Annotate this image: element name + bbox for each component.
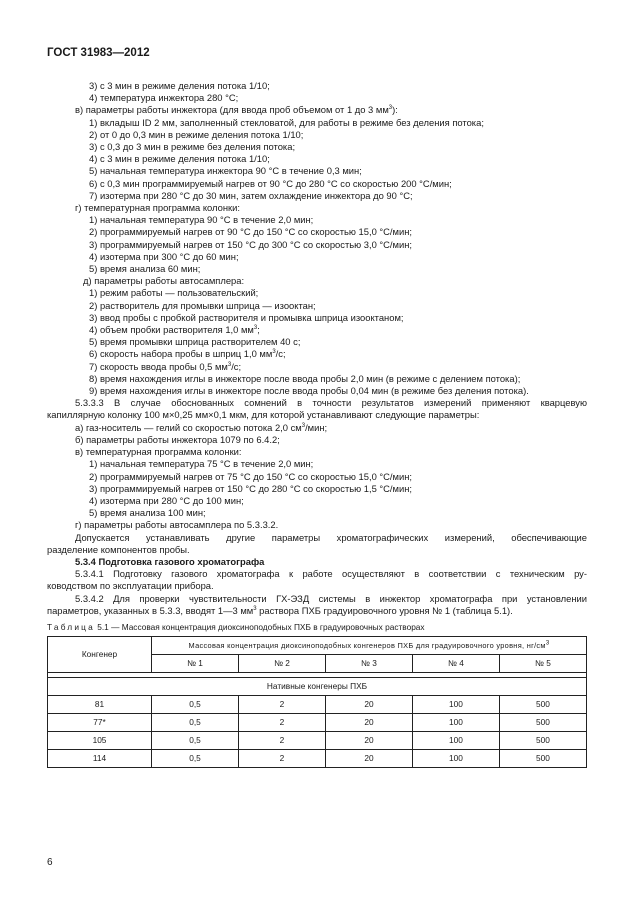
table-rows: [48, 695, 587, 767]
text-line: 2) программируемый нагрев от 75 °С до 150 °С со скоростью 15,0 °С/мин;: [89, 470, 412, 482]
text-line: Допускается устанавливать другие параметры хроматографических измерений, обеспечивающие: [75, 531, 587, 543]
text-line: в) температурная программа колонки:: [75, 446, 242, 458]
text-line: 4) температура инжектора 280 °С;: [89, 92, 239, 104]
text-line: 2) от 0 до 0,3 мин в режиме деления потока 1/10;: [89, 128, 304, 140]
text-line: д) параметры работы автосамплера:: [83, 275, 245, 287]
header-level-1: № 1: [152, 654, 239, 672]
text-line: 5.3.4.1 Подготовку газового хроматографа к работе осуществляют в соответствии с техническим ру-: [75, 568, 587, 580]
cell-congener: 81: [48, 695, 152, 713]
header-level-4: № 4: [412, 654, 499, 672]
text-line: 9) время нахождения иглы в инжекторе после ввода пробы 0,04 мин (в режиме без деления потока).: [89, 385, 529, 397]
text-line: 4) объем пробки растворителя 1,0 $мм^3$;: [89, 324, 260, 336]
cell-value: 2: [238, 731, 325, 749]
cell-value: 20: [325, 695, 412, 713]
text-line: 1) начальная температура 90 °С в течение 2,0 мин;: [89, 214, 314, 226]
text-line: 5) время анализа 60 мин;: [89, 263, 201, 275]
table-row: [48, 731, 587, 749]
cell-value: 100: [412, 695, 499, 713]
text-line: 1) режим работы — пользовательский;: [89, 287, 259, 299]
text-line: а) газ-носитель — гелий со скоростью потока 2,0 $см^3$/мин;: [75, 421, 328, 433]
cell-value: 20: [325, 731, 412, 749]
cell-congener: 77*: [48, 713, 152, 731]
calibration-table: [47, 636, 587, 768]
table-row: [48, 749, 587, 767]
header-level-2: № 2: [238, 654, 325, 672]
cell-value: 2: [238, 749, 325, 767]
text-line: 5.3.3.3 В случае обоснованных сомнений в точности результатов измерений применяют кварцевую: [75, 397, 587, 409]
cell-value: 0,5: [152, 713, 239, 731]
text-line: разделение компонентов пробы.: [47, 543, 190, 555]
text-line: 7) изотерма при 280 °С до 30 мин, затем охлаждение инжектора до 90 °С;: [89, 189, 413, 201]
table-row: [48, 713, 587, 731]
cell-congener: 114: [48, 749, 152, 767]
header-concentration: Массовая концентрация диоксиноподобных конгенеров ПХБ для градуировочного уровня, $нг/см^3$: [152, 636, 587, 654]
text-line: 5) начальная температура инжектора 90 °С в течение 0,3 мин;: [89, 165, 362, 177]
table-row: [48, 695, 587, 713]
section-native: Нативные конгенеры ПХБ: [48, 677, 587, 695]
text-line: г) параметры работы автосамплера по 5.3.3.2.: [75, 519, 279, 531]
document-body: [47, 80, 587, 768]
text-line: 3) программируемый нагрев от 150 °С до 280 °С со скоростью 1,5 °С/мин;: [89, 482, 412, 494]
cell-value: 100: [412, 749, 499, 767]
text-line: ководством по эксплуатации прибора.: [47, 580, 214, 592]
text-line: 5) время анализа 100 мин;: [89, 507, 206, 519]
cell-value: 500: [499, 695, 586, 713]
cell-value: 2: [238, 713, 325, 731]
text-line: 8) время нахождения иглы в инжекторе после ввода пробы 2,0 мин (в режиме с делением потока);: [89, 372, 521, 384]
text-line: 3) с 3 мин в режиме деления потока 1/10;: [89, 80, 270, 91]
text-line: 3) программируемый нагрев от 150 °С до 300 °С со скоростью 3,0 °С/мин;: [89, 238, 412, 250]
text-line: 3) с 0,3 до 3 мин в режиме без деления потока;: [89, 141, 296, 153]
cell-value: 500: [499, 713, 586, 731]
text-line: 1) вкладыш ID 2 мм, заполненный стекловатой, для работы в режиме без деления потока;: [89, 116, 484, 128]
cell-value: 500: [499, 749, 586, 767]
text-line: г) температурная программа колонки:: [75, 202, 240, 214]
cell-value: 500: [499, 731, 586, 749]
cell-value: 20: [325, 713, 412, 731]
table-caption: [47, 622, 587, 632]
header-congener: Конгенер: [48, 636, 152, 672]
text-lines: [47, 80, 587, 617]
cell-value: 0,5: [152, 749, 239, 767]
text-line: 2) программируемый нагрев от 90 °С до 150 °С со скоростью 15,0 °С/мин;: [89, 226, 412, 238]
page-number: 6: [47, 857, 53, 868]
text-line: 4) с 3 мин в режиме деления потока 1/10;: [89, 153, 270, 165]
section-row: [48, 677, 587, 695]
text-line: 2) растворитель для промывки шприца — изооктан;: [89, 299, 316, 311]
text-line: капиллярную колонку 100 м×0,25 мм×0,1 мкм, для которой устанавливают следующие параметры:: [47, 409, 480, 421]
text-line: 4) изотерма при 300 °С до 60 мин;: [89, 250, 239, 262]
cell-value: 20: [325, 749, 412, 767]
text-line: 6) с 0,3 мин программируемый нагрев от 90 °С до 280 °С со скоростью 200 °С/мин;: [89, 177, 452, 189]
text-line: 4) изотерма при 280 °С до 100 мин;: [89, 494, 244, 506]
text-line: 5.3.4 Подготовка газового хроматографа: [75, 555, 265, 567]
text-line: 1) начальная температура 75 °С в течение 2,0 мин;: [89, 458, 314, 470]
cell-value: 2: [238, 695, 325, 713]
text-line: в) параметры работы инжектора (для ввода проб объемом от 1 до 3 $мм^3$):: [75, 104, 398, 116]
table-caption-label: Таблица: [47, 621, 95, 632]
header-level-5: № 5: [499, 654, 586, 672]
cell-value: 100: [412, 713, 499, 731]
text-line: б) параметры работы инжектора 1079 по 6.4.2;: [75, 433, 280, 445]
text-line: 5.3.4.2 Для проверки чувствительности ГХ-ЭЗД системы в инжектор хроматографа при установлении: [75, 592, 587, 604]
text-line: параметров, указанных в 5.3.3, вводят 1—3 $мм^3$ раствора ПХБ градуировочного уровня № 1 (таблица 5.1).: [47, 604, 513, 616]
header-level-3: № 3: [325, 654, 412, 672]
cell-value: 100: [412, 731, 499, 749]
text-line: 6) скорость набора пробы в шприц 1,0 $мм^3/с$;: [89, 348, 286, 360]
text-line: 3) ввод пробы с пробкой растворителя и промывка шприца изооктаном;: [89, 311, 404, 323]
cell-congener: 105: [48, 731, 152, 749]
text-line: 5) время промывки шприца растворителем 40 с;: [89, 336, 301, 348]
text-line: 7) скорость ввода пробы 0,5 $мм^3/с$;: [89, 360, 242, 372]
table-caption-text: 5.1 — Массовая концентрация диоксиноподобных ПХБ в градуировочных растворах: [97, 621, 425, 632]
cell-value: 0,5: [152, 731, 239, 749]
cell-value: 0,5: [152, 695, 239, 713]
document-header: ГОСТ 31983—2012: [47, 47, 150, 59]
